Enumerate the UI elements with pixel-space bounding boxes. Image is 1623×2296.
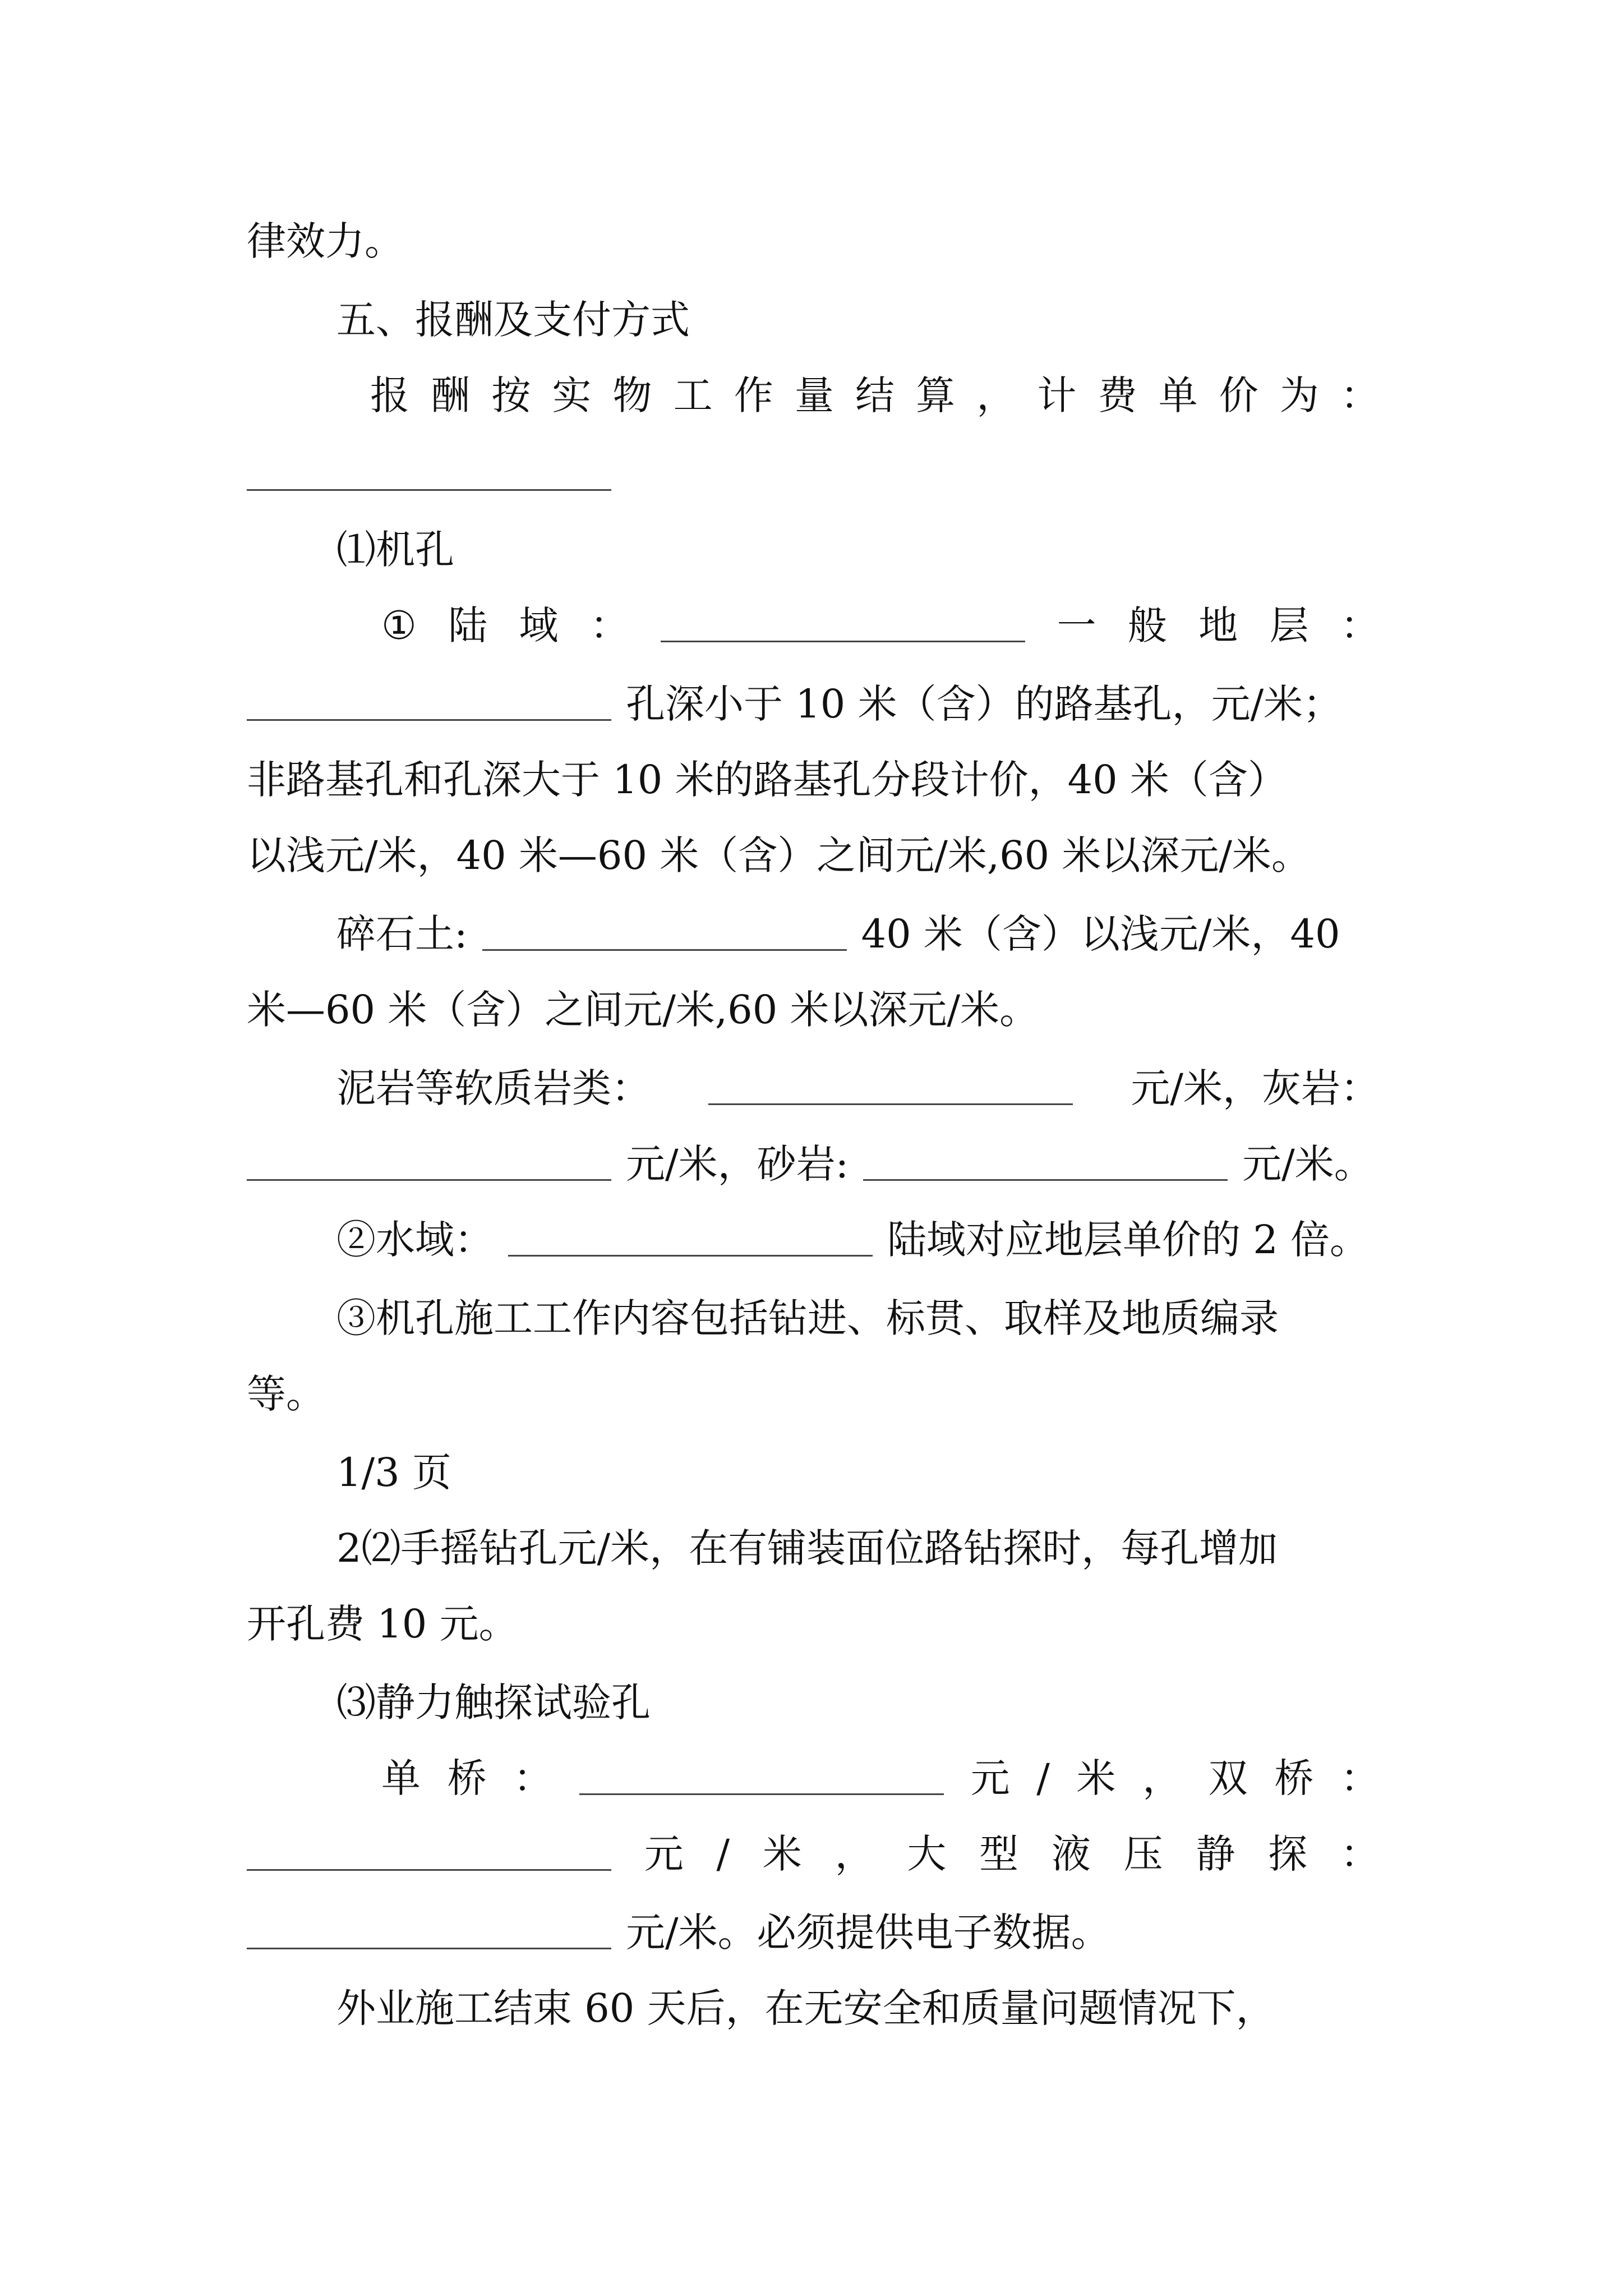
- fill-in-blank: [863, 1147, 1228, 1181]
- char: 桥: [447, 1755, 487, 1801]
- char: 探: [1268, 1831, 1308, 1877]
- char: 米: [1076, 1755, 1116, 1801]
- text: 非路基孔和孔深大于 10 米的路基孔分段计价，40 米（含）: [247, 757, 1287, 803]
- heading-text: 五、报酬及支付方式: [336, 297, 690, 343]
- text: 元/米。: [1242, 1141, 1373, 1187]
- char: 作: [734, 372, 773, 418]
- text: 元/米，砂岩:: [626, 1141, 849, 1187]
- text-line-9: [247, 822, 1380, 889]
- char: 液: [1051, 1831, 1091, 1877]
- text-line-15: [336, 1285, 1380, 1352]
- text: 开孔费 10 元。: [247, 1601, 518, 1647]
- char: ：: [1340, 602, 1380, 648]
- char: 桥: [1274, 1755, 1314, 1801]
- fill-in-blank: [708, 1071, 1073, 1105]
- char: ：: [1340, 1831, 1380, 1877]
- char: 元: [644, 1831, 684, 1877]
- char: 量: [794, 372, 834, 418]
- fill-in-blank: [247, 1916, 611, 1949]
- char: 元: [970, 1755, 1010, 1801]
- char: 计: [1037, 372, 1077, 418]
- char: 地: [1198, 602, 1238, 648]
- text: 2⑵手摇钻孔元/米，在有铺装面位路钻探时，每孔增加: [336, 1525, 1278, 1571]
- char: 为: [1279, 372, 1319, 418]
- char: 报: [370, 372, 409, 418]
- char: ：: [589, 602, 629, 648]
- fill-in-blank: [482, 917, 847, 951]
- char: 层: [1269, 602, 1309, 648]
- text: ③机孔施工工作内容包括钻进、标贯、取样及地质编录: [336, 1295, 1279, 1341]
- text-line-14: [336, 1206, 1380, 1273]
- char: 陆: [448, 602, 488, 648]
- text-line-22: [247, 1820, 1380, 1888]
- char: 双: [1208, 1755, 1248, 1801]
- char: 价: [1219, 372, 1258, 418]
- text-line-3: [370, 362, 1380, 429]
- text-line-16: [247, 1360, 1380, 1428]
- fill-in-blank: [247, 457, 611, 491]
- char: ：: [1340, 372, 1380, 418]
- fill-in-blank: [247, 1837, 611, 1871]
- text: 元/米。必须提供电子数据。: [626, 1910, 1110, 1955]
- text: ⑴机孔: [336, 527, 454, 573]
- char: 算: [916, 372, 956, 418]
- char: ：: [1340, 1755, 1380, 1801]
- char: 米: [762, 1831, 802, 1877]
- fill-in-blank: [247, 1147, 611, 1181]
- fill-in-blank: [661, 609, 1025, 642]
- text: 40 米（含）以浅元/米，40: [861, 911, 1340, 957]
- char: ：: [513, 1755, 553, 1801]
- page-number: [336, 1439, 1380, 1506]
- char: 费: [1098, 372, 1137, 418]
- text: 外业施工结束 60 天后，在无安全和质量问题情况下，: [336, 1985, 1275, 2031]
- char: 结: [855, 372, 895, 418]
- text: 元/米，灰岩：: [1131, 1065, 1380, 1111]
- text: 以浅元/米，40 米—60 米（含）之间元/米,60 米以深元/米。: [247, 832, 1311, 878]
- text: ②水域：: [336, 1217, 494, 1263]
- text: 米—60 米（含）之间元/米,60 米以深元/米。: [247, 987, 1039, 1033]
- section-heading: [336, 286, 1380, 353]
- text: 泥岩等软质岩类：: [336, 1065, 651, 1111]
- char: 般: [1127, 602, 1167, 648]
- fill-in-blank: [579, 1761, 944, 1795]
- char: 酬: [431, 372, 471, 418]
- text-line-1: [247, 208, 1380, 275]
- char: 按: [491, 372, 531, 418]
- text-line-12: [336, 1055, 1380, 1122]
- char: 域: [519, 602, 559, 648]
- fill-in-blank: [508, 1223, 873, 1257]
- char: 单: [1158, 372, 1198, 418]
- text-line-8: [247, 746, 1380, 813]
- char: ，: [976, 372, 1016, 418]
- text-line-5: [336, 516, 1380, 583]
- text-line-21: [381, 1745, 1380, 1812]
- text: 孔深小于 10 米（含）的路基孔，元/米；: [626, 681, 1343, 727]
- text-line-24: [336, 1975, 1380, 2042]
- text-line-13: [247, 1130, 1380, 1198]
- text-line-6: [381, 592, 1380, 659]
- char: /: [716, 1831, 730, 1877]
- char: 单: [381, 1755, 421, 1801]
- text-line-7: [247, 670, 1380, 738]
- text-line-10: [336, 900, 1380, 968]
- char: ，: [834, 1831, 874, 1877]
- char: 压: [1123, 1831, 1163, 1877]
- fill-in-blank: [247, 687, 611, 721]
- text-line-11: [247, 976, 1380, 1043]
- text: 等。: [247, 1371, 325, 1417]
- char: 静: [1196, 1831, 1235, 1877]
- text-line-20: [336, 1669, 1380, 1736]
- char: ，: [1142, 1755, 1182, 1801]
- char: 型: [979, 1831, 1019, 1877]
- char: 实: [552, 372, 592, 418]
- char: /: [1036, 1755, 1050, 1801]
- blank-line: [247, 440, 1380, 508]
- char: ①: [381, 602, 417, 648]
- text-line-19: [247, 1590, 1380, 1658]
- text-line-23: [247, 1899, 1380, 1966]
- char: 大: [907, 1831, 947, 1877]
- char: 一: [1057, 602, 1096, 648]
- text: 律效力。: [247, 218, 404, 264]
- char: 工: [673, 372, 713, 418]
- text-line-18: [336, 1515, 1380, 1582]
- text: 陆域对应地层单价的 2 倍。: [887, 1217, 1370, 1263]
- text: 碎石土:: [336, 911, 468, 957]
- text: ⑶静力触探试验孔: [336, 1680, 651, 1726]
- page-number-text: 1/3 页: [336, 1450, 451, 1496]
- char: 物: [612, 372, 652, 418]
